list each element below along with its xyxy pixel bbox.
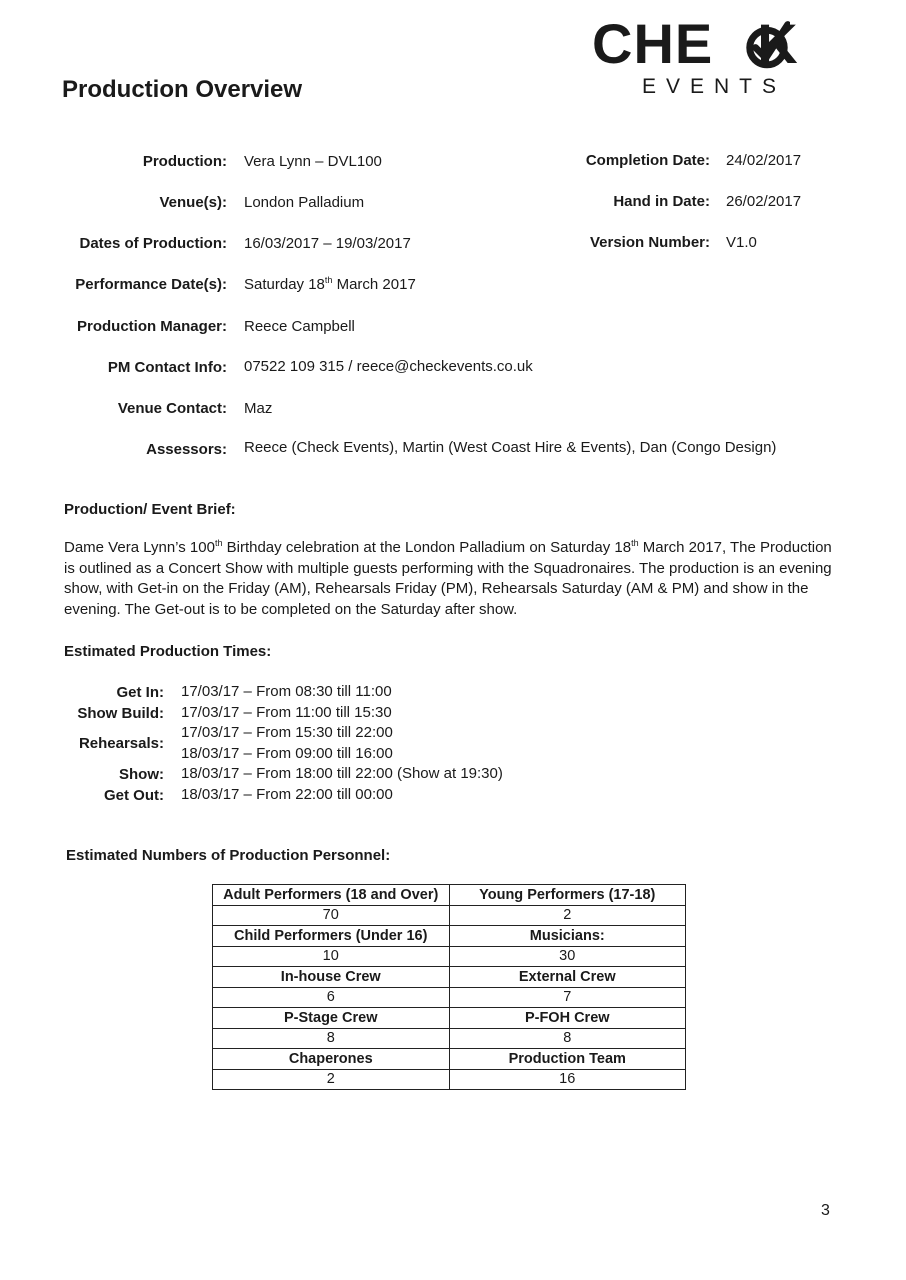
table-row — [213, 1049, 686, 1070]
pm-contact-label: PM Contact Info: — [107, 359, 227, 376]
table-cell: In-house Crew — [213, 967, 450, 988]
table-cell: 70 — [213, 905, 450, 926]
get-in-value: 17/03/17 – From 08:30 till 11:00 — [181, 683, 392, 700]
table-row — [213, 1028, 686, 1049]
logo-subtitle: EVENTS — [642, 75, 787, 98]
brief-paragraph: Dame Vera Lynn’s 100th Birthday celebration at the London Palladium on Saturday 18th March 2017, The Production is outlined as a Concert Show with multiple guests performing with the Squadronaires. The production is an evening show, with Get-in on the Friday (AM), Rehearsals Friday (PM), Rehearsals Saturday (AM & PM) and show in the evening. The Get-out is to be completed on the Saturday after show. — [64, 538, 832, 618]
dates-of-production-label: Dates of Production: — [79, 235, 227, 252]
get-in-label: Get In: — [116, 684, 164, 701]
production-label: Production: — [142, 153, 227, 170]
table-cell: 2 — [449, 905, 686, 926]
completion-date-label: Completion Date: — [585, 152, 710, 169]
performance-dates-label: Performance Date(s): — [75, 276, 227, 293]
table-cell: Child Performers (Under 16) — [213, 926, 450, 947]
assessors-label: Assessors: — [146, 441, 227, 458]
times-heading: Estimated Production Times: — [64, 643, 272, 660]
performance-dates-value: Saturday 18th March 2017 — [244, 275, 416, 293]
table-row — [213, 967, 686, 988]
personnel-heading: Estimated Numbers of Production Personnel: — [66, 847, 391, 864]
table-row — [213, 1069, 686, 1090]
table-cell: P-FOH Crew — [449, 1008, 686, 1029]
table-cell: Production Team — [449, 1049, 686, 1070]
table-cell: P-Stage Crew — [213, 1008, 450, 1029]
table-cell: External Crew — [449, 967, 686, 988]
show-label: Show: — [119, 766, 164, 783]
table-cell: 16 — [449, 1069, 686, 1090]
table-cell: Adult Performers (18 and Over) — [213, 885, 450, 906]
table-cell: Chaperones — [213, 1049, 450, 1070]
completion-date-value: 24/02/2017 — [726, 152, 802, 169]
table-cell: 8 — [449, 1028, 686, 1049]
production-manager-value: Reece Campbell — [244, 318, 355, 335]
get-out-value: 18/03/17 – From 22:00 till 00:00 — [181, 786, 393, 803]
table-row — [213, 987, 686, 1008]
show-build-value: 17/03/17 – From 11:00 till 15:30 — [181, 704, 392, 721]
version-number-label: Version Number: — [589, 234, 710, 251]
venue-label: Venue(s): — [159, 194, 227, 211]
page-number: 3 — [821, 1202, 830, 1219]
table-row — [213, 1008, 686, 1029]
show-build-label: Show Build: — [77, 705, 164, 722]
table-row — [213, 905, 686, 926]
version-number-value: V1.0 — [726, 234, 757, 251]
show-value: 18/03/17 – From 18:00 till 22:00 (Show at 19:30) — [181, 765, 503, 782]
check-mark-icon — [744, 16, 790, 70]
table-cell: 30 — [449, 946, 686, 967]
company-logo — [592, 12, 822, 96]
dates-of-production-value: 16/03/2017 – 19/03/2017 — [244, 235, 411, 252]
hand-in-date-value: 26/02/2017 — [726, 193, 802, 210]
table-cell: 8 — [213, 1028, 450, 1049]
table-cell: 2 — [213, 1069, 450, 1090]
brief-heading: Production/ Event Brief: — [64, 501, 236, 518]
rehearsals-value-1: 17/03/17 – From 15:30 till 22:00 — [181, 724, 393, 741]
production-manager-label: Production Manager: — [76, 318, 227, 335]
table-row — [213, 885, 686, 906]
table-cell: Musicians: — [449, 926, 686, 947]
page-title: Production Overview — [62, 76, 303, 103]
venue-contact-label: Venue Contact: — [117, 400, 227, 417]
table-cell: 6 — [213, 987, 450, 1008]
get-out-label: Get Out: — [104, 787, 164, 804]
pm-contact-value: 07522 109 315 / reece@checkevents.co.uk — [244, 358, 533, 375]
rehearsals-value-2: 18/03/17 – From 09:00 till 16:00 — [181, 745, 393, 762]
hand-in-date-label: Hand in Date: — [613, 193, 710, 210]
personnel-table — [212, 884, 686, 1090]
assessors-value: Reece (Check Events), Martin (West Coast Hire & Events), Dan (Congo Design) — [244, 439, 777, 456]
venue-value: London Palladium — [244, 194, 365, 211]
table-row — [213, 926, 686, 947]
table-row — [213, 946, 686, 967]
venue-contact-value: Maz — [244, 400, 273, 417]
table-cell: Young Performers (17-18) — [449, 885, 686, 906]
production-value: Vera Lynn – DVL100 — [244, 153, 382, 170]
logo-wordmark: CHE K — [592, 12, 799, 75]
rehearsals-label: Rehearsals: — [78, 735, 164, 752]
table-cell: 7 — [449, 987, 686, 1008]
table-cell: 10 — [213, 946, 450, 967]
